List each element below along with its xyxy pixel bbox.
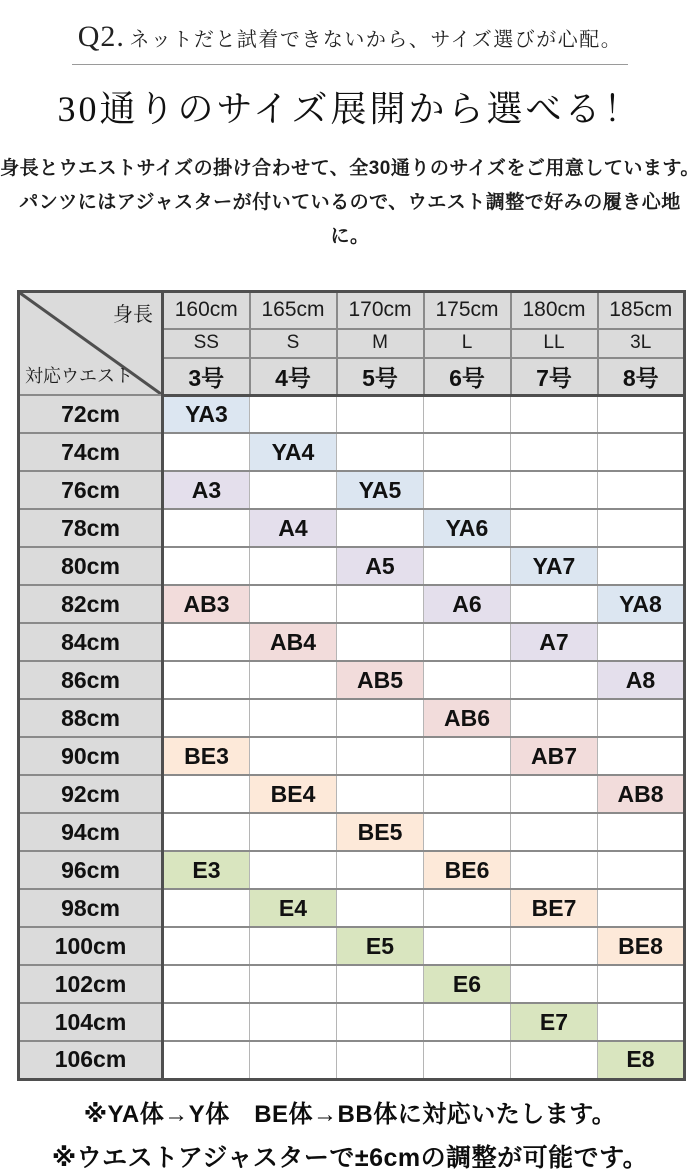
size-code-cell: E5 [337, 927, 424, 965]
footnotes [0, 1094, 700, 1174]
empty-cell [598, 1003, 685, 1041]
size-code-cell: A6 [424, 585, 511, 623]
table-row [19, 813, 685, 851]
question-heading [0, 20, 700, 65]
empty-cell [250, 813, 337, 851]
waist-cell: 86cm [19, 661, 163, 699]
empty-cell [424, 1003, 511, 1041]
alpha-size-header-cell: M [337, 329, 424, 358]
waist-cell: 96cm [19, 851, 163, 889]
size-code-cell: AB6 [424, 699, 511, 737]
table-row [19, 547, 685, 585]
size-code-cell: BE3 [163, 737, 250, 775]
number-size-header-cell: 6号 [424, 358, 511, 396]
waist-cell: 88cm [19, 699, 163, 737]
empty-cell [250, 699, 337, 737]
empty-cell [337, 623, 424, 661]
corner-height-label: 身長 [113, 304, 153, 326]
empty-cell [598, 471, 685, 509]
empty-cell [337, 699, 424, 737]
size-code-cell: A7 [511, 623, 598, 661]
table-row [19, 927, 685, 965]
empty-cell [424, 775, 511, 813]
size-code-cell: E8 [598, 1041, 685, 1079]
footnote-adjuster: ※ウエストアジャスターで±6cmの調整が可能です。 [51, 1143, 649, 1172]
empty-cell [598, 699, 685, 737]
table-row [19, 699, 685, 737]
waist-cell: 104cm [19, 1003, 163, 1041]
empty-cell [250, 547, 337, 585]
height-header-cell: 165cm [250, 292, 337, 329]
table-row [19, 661, 685, 699]
height-header-cell: 160cm [163, 292, 250, 329]
table-row [19, 737, 685, 775]
empty-cell [598, 395, 685, 433]
size-code-cell: A5 [337, 547, 424, 585]
empty-cell [337, 1041, 424, 1079]
size-code-cell: YA7 [511, 547, 598, 585]
table-row [19, 509, 685, 547]
waist-cell: 74cm [19, 433, 163, 471]
waist-cell: 78cm [19, 509, 163, 547]
empty-cell [598, 851, 685, 889]
empty-cell [163, 927, 250, 965]
empty-cell [511, 1041, 598, 1079]
empty-cell [598, 889, 685, 927]
empty-cell [337, 433, 424, 471]
empty-cell [250, 661, 337, 699]
empty-cell [337, 509, 424, 547]
size-code-cell: A8 [598, 661, 685, 699]
empty-cell [511, 699, 598, 737]
empty-cell [163, 965, 250, 1003]
waist-cell: 100cm [19, 927, 163, 965]
empty-cell [424, 661, 511, 699]
waist-cell: 80cm [19, 547, 163, 585]
empty-cell [511, 585, 598, 623]
empty-cell [250, 471, 337, 509]
description-line-2: パンツにはアジャスターが付いているので、ウエスト調整で好みの履き心地に。 [19, 192, 681, 247]
empty-cell [250, 965, 337, 1003]
waist-cell: 84cm [19, 623, 163, 661]
size-code-cell: BE6 [424, 851, 511, 889]
table-row [19, 623, 685, 661]
size-code-cell: BE4 [250, 775, 337, 813]
size-code-cell: AB5 [337, 661, 424, 699]
size-code-cell: E7 [511, 1003, 598, 1041]
table-row [19, 889, 685, 927]
empty-cell [250, 927, 337, 965]
question-underline [72, 20, 629, 65]
page-title: 30通りのサイズ展開から選べる！ [57, 89, 643, 129]
alpha-size-header-cell: L [424, 329, 511, 358]
size-code-cell: E3 [163, 851, 250, 889]
empty-cell [598, 509, 685, 547]
waist-cell: 106cm [19, 1041, 163, 1079]
height-header-row [19, 292, 685, 329]
empty-cell [337, 395, 424, 433]
empty-cell [163, 509, 250, 547]
empty-cell [424, 889, 511, 927]
number-size-header-cell: 8号 [598, 358, 685, 396]
empty-cell [337, 851, 424, 889]
size-code-cell: YA4 [250, 433, 337, 471]
empty-cell [163, 775, 250, 813]
table-row [19, 1003, 685, 1041]
empty-cell [511, 813, 598, 851]
empty-cell [250, 585, 337, 623]
empty-cell [598, 433, 685, 471]
empty-cell [250, 737, 337, 775]
empty-cell [163, 547, 250, 585]
alpha-size-header-cell: S [250, 329, 337, 358]
empty-cell [337, 889, 424, 927]
empty-cell [250, 851, 337, 889]
alpha-size-header-cell: LL [511, 329, 598, 358]
height-header-cell: 175cm [424, 292, 511, 329]
empty-cell [598, 965, 685, 1003]
waist-cell: 82cm [19, 585, 163, 623]
corner-waist-label: 対応ウエスト [25, 366, 133, 386]
size-code-cell: BE7 [511, 889, 598, 927]
size-code-cell: YA5 [337, 471, 424, 509]
table-row [19, 585, 685, 623]
empty-cell [337, 1003, 424, 1041]
corner-cell [19, 292, 163, 396]
empty-cell [511, 433, 598, 471]
height-header-cell: 185cm [598, 292, 685, 329]
size-code-cell: BE5 [337, 813, 424, 851]
size-code-cell: A3 [163, 471, 250, 509]
empty-cell [163, 433, 250, 471]
empty-cell [163, 1003, 250, 1041]
size-code-cell: YA8 [598, 585, 685, 623]
waist-cell: 102cm [19, 965, 163, 1003]
empty-cell [511, 965, 598, 1003]
size-code-cell: BE8 [598, 927, 685, 965]
size-code-cell: AB3 [163, 585, 250, 623]
table-row [19, 965, 685, 1003]
empty-cell [250, 395, 337, 433]
empty-cell [424, 395, 511, 433]
empty-cell [163, 623, 250, 661]
empty-cell [598, 737, 685, 775]
alpha-size-header-cell: 3L [598, 329, 685, 358]
question-text: ネットだと試着できないから、サイズ選びが心配。 [129, 29, 623, 51]
size-chart-table [17, 290, 686, 1081]
empty-cell [424, 927, 511, 965]
empty-cell [424, 1041, 511, 1079]
size-code-cell: YA3 [163, 395, 250, 433]
table-row [19, 395, 685, 433]
table-row [19, 775, 685, 813]
empty-cell [424, 737, 511, 775]
empty-cell [337, 737, 424, 775]
size-code-cell: AB8 [598, 775, 685, 813]
empty-cell [511, 661, 598, 699]
number-size-header-cell: 7号 [511, 358, 598, 396]
empty-cell [424, 813, 511, 851]
number-size-header-cell: 5号 [337, 358, 424, 396]
number-size-header-cell: 4号 [250, 358, 337, 396]
empty-cell [163, 1041, 250, 1079]
number-size-header-cell: 3号 [163, 358, 250, 396]
size-code-cell: AB7 [511, 737, 598, 775]
description-text [0, 152, 700, 254]
empty-cell [598, 813, 685, 851]
empty-cell [511, 851, 598, 889]
empty-cell [337, 965, 424, 1003]
alpha-size-header-cell: SS [163, 329, 250, 358]
empty-cell [511, 471, 598, 509]
empty-cell [250, 1003, 337, 1041]
empty-cell [163, 889, 250, 927]
waist-cell: 90cm [19, 737, 163, 775]
empty-cell [598, 547, 685, 585]
waist-cell: 76cm [19, 471, 163, 509]
question-number-label: Q2. [77, 20, 125, 53]
footnote-body-types: ※YA体→Y体 BE体→BB体に対応いたします。 [83, 1100, 617, 1128]
empty-cell [598, 623, 685, 661]
size-code-cell: AB4 [250, 623, 337, 661]
description-line-1: 身長とウエストサイズの掛け合わせて、全30通りのサイズをご用意しています。 [0, 158, 700, 179]
empty-cell [424, 433, 511, 471]
empty-cell [424, 471, 511, 509]
height-header-cell: 170cm [337, 292, 424, 329]
size-code-cell: E4 [250, 889, 337, 927]
empty-cell [424, 623, 511, 661]
empty-cell [163, 699, 250, 737]
waist-cell: 72cm [19, 395, 163, 433]
empty-cell [163, 813, 250, 851]
table-row [19, 471, 685, 509]
table-row [19, 851, 685, 889]
empty-cell [511, 509, 598, 547]
size-code-cell: A4 [250, 509, 337, 547]
empty-cell [511, 927, 598, 965]
table-row [19, 1041, 685, 1079]
empty-cell [511, 775, 598, 813]
empty-cell [250, 1041, 337, 1079]
table-row [19, 433, 685, 471]
height-header-cell: 180cm [511, 292, 598, 329]
waist-cell: 92cm [19, 775, 163, 813]
waist-cell: 94cm [19, 813, 163, 851]
empty-cell [511, 395, 598, 433]
size-code-cell: YA6 [424, 509, 511, 547]
empty-cell [163, 661, 250, 699]
empty-cell [424, 547, 511, 585]
empty-cell [337, 775, 424, 813]
size-code-cell: E6 [424, 965, 511, 1003]
waist-cell: 98cm [19, 889, 163, 927]
empty-cell [337, 585, 424, 623]
